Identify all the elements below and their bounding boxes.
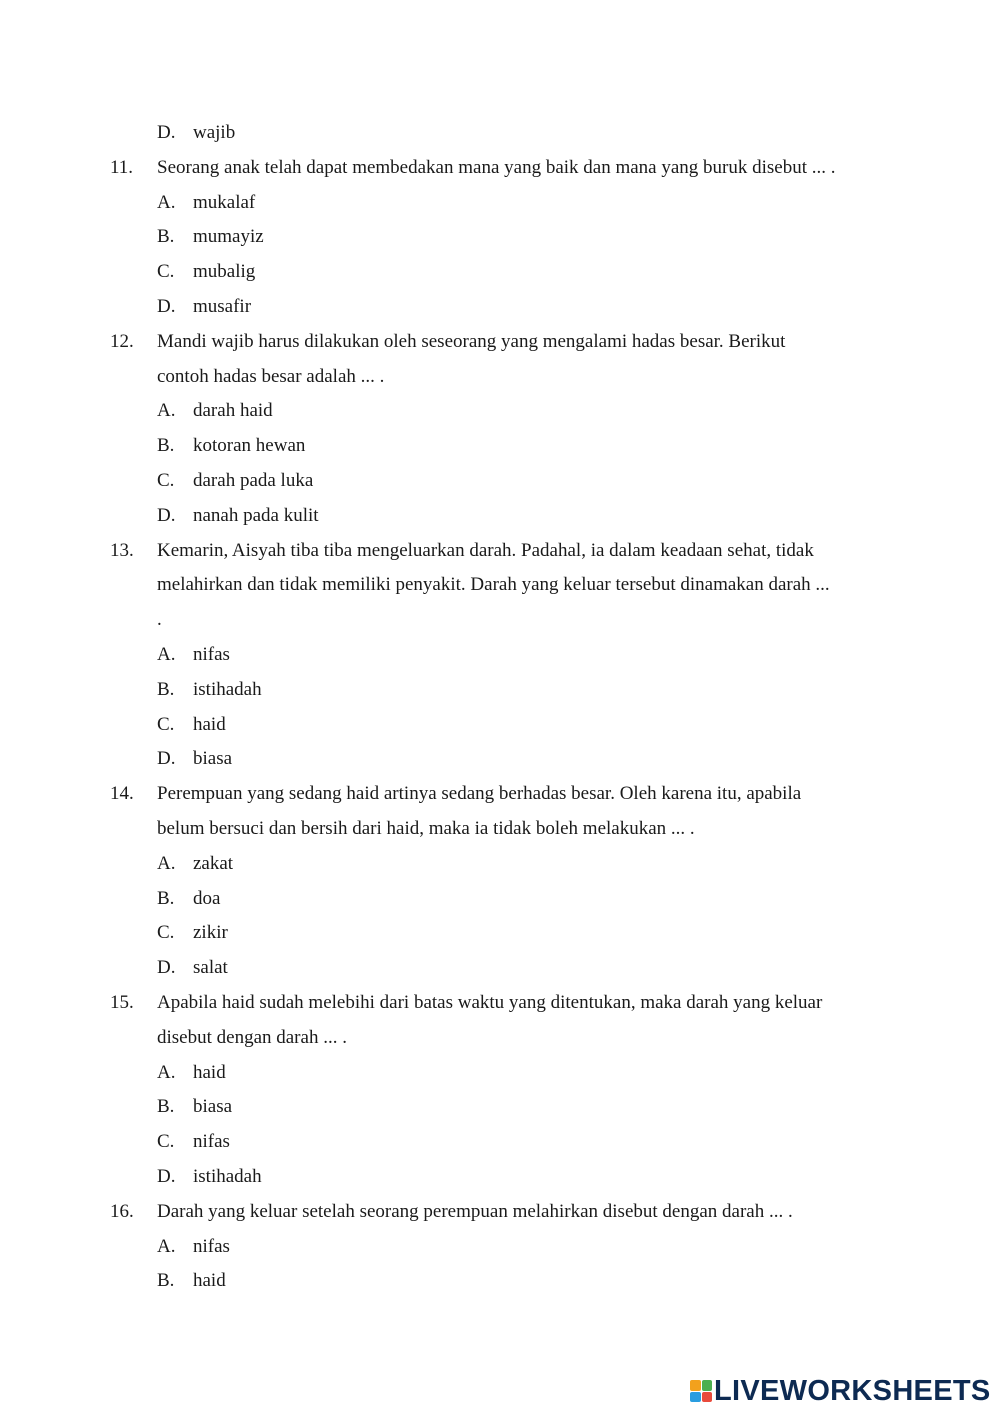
logo-text: LIVEWORKSHEETS: [714, 1374, 991, 1407]
option-text: wajib: [193, 122, 236, 143]
option-text: zikir: [193, 922, 228, 944]
option-text: kotoran hewan: [193, 435, 306, 457]
option-letter: A.: [157, 852, 176, 874]
liveworksheets-logo-icon: [690, 1380, 712, 1402]
answer-option: [0, 673, 1000, 708]
question-text: Perempuan yang sedang haid artinya sedang berhadas besar. Oleh karena itu, apabila: [157, 783, 802, 805]
question-number: 11.: [110, 156, 134, 178]
option-letter: B.: [157, 678, 175, 700]
answer-option: [0, 916, 1000, 951]
question-line: [0, 986, 1000, 1021]
question-text: .: [157, 609, 162, 631]
option-letter: D.: [157, 748, 176, 770]
question-line: [0, 1195, 1000, 1230]
option-text: haid: [193, 1061, 226, 1083]
question-line: [0, 777, 1000, 812]
question-line: [0, 1021, 1000, 1056]
answer-option: [0, 882, 1000, 917]
option-letter: C.: [157, 1131, 175, 1153]
answer-option: [0, 638, 1000, 673]
option-text: nanah pada kulit: [193, 504, 319, 526]
question-line: [0, 812, 1000, 847]
option-letter: A.: [157, 1235, 176, 1257]
question-text: belum bersuci dan bersih dari haid, maka ia tidak boleh melakukan ... .: [157, 817, 695, 839]
option-letter: C.: [157, 713, 175, 735]
option-letter: A.: [157, 643, 176, 665]
question-line: [0, 568, 1000, 603]
answer-option: [0, 1125, 1000, 1160]
option-text: nifas: [193, 1131, 230, 1153]
option-letter: D.: [157, 122, 176, 143]
option-text: biasa: [193, 748, 233, 770]
answer-option: [0, 394, 1000, 429]
option-text: biasa: [193, 1096, 233, 1118]
option-letter: A.: [157, 400, 176, 422]
question-text: disebut dengan darah ... .: [157, 1026, 347, 1048]
liveworksheets-logo[interactable]: [690, 1374, 991, 1408]
option-letter: D.: [157, 504, 176, 526]
question-text: Darah yang keluar setelah seorang perempuan melahirkan disebut dengan darah ... .: [157, 1200, 793, 1222]
option-text: darah haid: [193, 400, 273, 422]
question-number: 12.: [110, 330, 134, 352]
option-text: darah pada luka: [193, 469, 314, 491]
answer-option: [0, 255, 1000, 290]
option-letter: D.: [157, 957, 176, 979]
option-text: mukalaf: [193, 191, 256, 213]
option-text: nifas: [193, 643, 230, 665]
logo-tile: [690, 1380, 701, 1391]
question-text: Apabila haid sudah melebihi dari batas waktu yang ditentukan, maka darah yang keluar: [157, 991, 823, 1013]
question-line: [0, 603, 1000, 638]
option-letter: B.: [157, 1270, 175, 1292]
option-text: mubalig: [193, 261, 256, 283]
answer-option: [0, 1230, 1000, 1265]
question-line: [0, 325, 1000, 360]
question-text: Kemarin, Aisyah tiba tiba mengeluarkan darah. Padahal, ia dalam keadaan sehat, tidak: [157, 539, 814, 561]
answer-option: [0, 1264, 1000, 1299]
answer-option: [0, 464, 1000, 499]
answer-option: [0, 429, 1000, 464]
option-letter: B.: [157, 435, 175, 457]
option-letter: C.: [157, 922, 175, 944]
answer-option: [0, 290, 1000, 325]
answer-option: [0, 220, 1000, 255]
option-text: musafir: [193, 295, 252, 317]
question-line: [0, 360, 1000, 395]
option-letter: C.: [157, 261, 175, 283]
answer-option: [0, 847, 1000, 882]
option-letter: D.: [157, 295, 176, 317]
option-letter: A.: [157, 1061, 176, 1083]
question-number: 16.: [110, 1200, 134, 1222]
answer-option: [0, 708, 1000, 743]
question-text: Mandi wajib harus dilakukan oleh seseorang yang mengalami hadas besar. Berikut: [157, 330, 786, 352]
question-line: [0, 534, 1000, 569]
answer-option: [0, 499, 1000, 534]
question-number: 13.: [110, 539, 134, 561]
question-number: 15.: [110, 991, 134, 1013]
option-text: zakat: [193, 852, 234, 874]
logo-tile: [702, 1392, 713, 1403]
option-letter: B.: [157, 1096, 175, 1118]
answer-option: [0, 1090, 1000, 1125]
option-text: istihadah: [193, 1165, 262, 1187]
option-text: nifas: [193, 1235, 230, 1257]
question-text: melahirkan dan tidak memiliki penyakit. Darah yang keluar tersebut dinamakan darah ...: [157, 574, 830, 596]
answer-option: [0, 1160, 1000, 1195]
question-line: [0, 151, 1000, 186]
option-letter: B.: [157, 887, 175, 909]
option-letter: B.: [157, 226, 175, 248]
answer-option: [0, 1056, 1000, 1091]
option-text: doa: [193, 887, 221, 909]
worksheet-content: [0, 116, 1000, 1299]
question-text: contoh hadas besar adalah ... .: [157, 365, 385, 387]
option-text: mumayiz: [193, 226, 264, 248]
option-letter: D.: [157, 1165, 176, 1187]
option-text: istihadah: [193, 678, 262, 700]
logo-tile: [690, 1392, 701, 1403]
option-text: salat: [193, 957, 228, 979]
answer-option: [0, 742, 1000, 777]
question-text: Seorang anak telah dapat membedakan mana yang baik dan mana yang buruk disebut ... .: [157, 156, 836, 178]
answer-option: [0, 951, 1000, 986]
answer-option: [0, 116, 1000, 151]
option-letter: C.: [157, 469, 175, 491]
option-letter: A.: [157, 191, 176, 213]
question-number: 14.: [110, 783, 134, 805]
option-text: haid: [193, 713, 226, 735]
answer-option: [0, 186, 1000, 221]
option-text: haid: [193, 1270, 226, 1292]
logo-tile: [702, 1380, 713, 1391]
